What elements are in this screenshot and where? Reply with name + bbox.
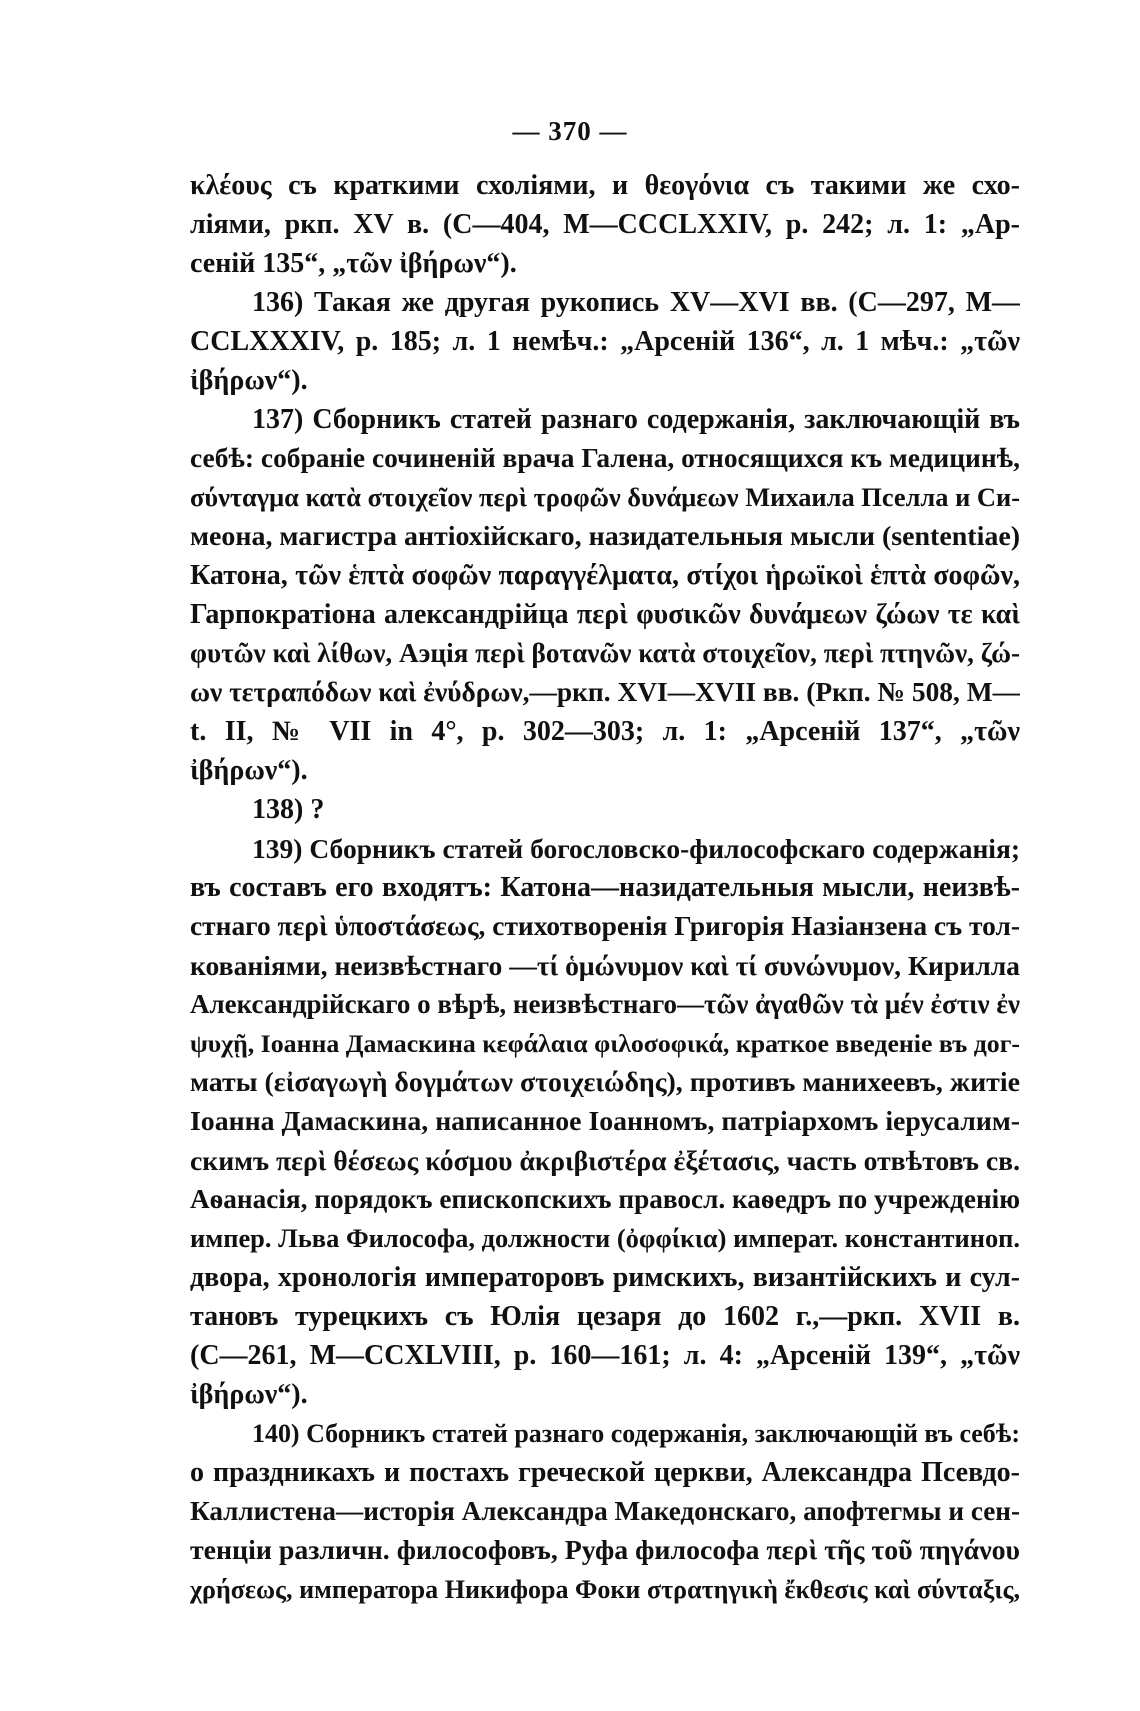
text-line: сеній 135“, „τῶν ἰβήρων“). [190, 248, 517, 279]
text-line: Іоанна Дамаскина, написанное Іоанномъ, патріархомъ іерусалим- [190, 1106, 1020, 1137]
text-line: ліями, ркп. XV в. (С—404, М—CCCLXXIV, р. 242; л. 1: „Ар- [190, 209, 1020, 240]
text-line: о праздникахъ и постахъ греческой церкви, Александра Псевдо- [190, 1457, 1020, 1488]
text-line: ἰβήρων“). [190, 1379, 308, 1410]
text-line: тенціи различн. философовъ, Руфа философа περὶ τῆς τοῦ πηγάνου [190, 1535, 1020, 1566]
text-line: ἰβήρων“). [190, 755, 308, 786]
text-line: стнаго περὶ ὑποστάσεως, стихотворенія Григорія Назіанзена съ тол- [190, 911, 1020, 941]
text-line: κλέους съ краткими схоліями, и θεογόνια съ такими же схо- [190, 170, 1020, 201]
text-body [190, 166, 1020, 1609]
text-line: Гарпократіона александрійца περὶ φυσικῶν δυνάμεων ζώων τε καὶ [190, 599, 1020, 630]
text-line: двора, хронологія императоровъ римскихъ, византійскихъ и сул- [190, 1262, 1020, 1293]
text-line: Аѳанасія, порядокъ епископскихъ правосл. каѳедръ по учрежденію [190, 1184, 1020, 1214]
text-line: ψυχῇ, Іоанна Дамаскина κεφάλαια φιλοσοφικά, краткое введеніе въ дог- [190, 1029, 1020, 1058]
text-line: φυτῶν καὶ λίθων, Аэція περὶ βοτανῶν κατὰ στοιχεῖον, περὶ πτηνῶν, ζώ- [190, 638, 1020, 668]
text-line: скимъ περὶ θέσεως κόσμου ἀκριβιστέρα ἐξέτασις, часть отвѣтовъ св. [190, 1145, 1020, 1176]
text-line: CCLXXXIV, р. 185; л. 1 немѣч.: „Арсеній 136“, л. 1 мѣч.: „τῶν [190, 326, 1020, 357]
text-line: себѣ: собраніе сочиненій врача Галена, относящихся къ медицинѣ, [190, 443, 1020, 473]
text-line: Катона, τῶν ἑπτὰ σοφῶν παραγγέλματα, στίχοι ἡρωϊκοὶ ἑπτὰ σοφῶν, [190, 560, 1020, 591]
text-line: тановъ турецкихъ съ Юлія цезаря до 1602 г.,—ркп. XVII в. [190, 1301, 1020, 1332]
text-line: Александрійскаго о вѣрѣ, неизвѣстнаго—τῶν ἀγαθῶν τὰ μέν ἐστιν ἐν [190, 989, 1020, 1019]
text-line: σύνταγμα κατὰ στοιχεῖον περὶ τροφῶν δυνάμεων Михаила Пселла и Си- [190, 482, 1020, 512]
text-line: меона, магистра антіохійскаго, назидательныя мысли (sententiae) [190, 521, 1020, 552]
text-line: маты (εἰσαγωγὴ δογμάτων στοιχειώδης), противъ манихеевъ, житіе [190, 1067, 1020, 1098]
text-line: кованіями, неизвѣстнаго —τί ὁμώνυμον καὶ τί συνώνυμον, Кирилла [190, 950, 1020, 981]
text-line: ἰβήρων“). [190, 365, 308, 396]
text-line: въ составъ его входятъ: Катона—назидательныя мысли, неизвѣ- [190, 872, 1020, 903]
text-line: импер. Льва Философа, должности (ὀφφίκια) императ. константиноп. [190, 1223, 1020, 1253]
entry-140-line: 140) Сборникъ статей разнаго содержанія, заключающій въ себѣ: [252, 1419, 1020, 1448]
entry-138-line: 138) ? [252, 794, 325, 825]
text-line: χρήσεως, императора Никифора Фоки στρατηγικὴ ἔκθεσις καὶ σύνταξις, [190, 1575, 1020, 1604]
entry-139-line: 139) Сборникъ статей богословско-философскаго содержанія; [252, 833, 1020, 864]
text-line: ων τετραπόδων καὶ ἐνύδρων,—ркп. XVI—XVII вв. (Ркп. № 508, М— [190, 677, 1020, 707]
entry-136-line: 136) Такая же другая рукопись XV—XVI вв. (С—297, М— [252, 287, 1020, 318]
entry-137-line: 137) Сборникъ статей разнаго содержанія, заключающій въ [252, 404, 1020, 435]
text-line: Каллистена—исторія Александра Македонскаго, апофтегмы и сен- [190, 1496, 1020, 1526]
text-line: t. II, № VII in 4°, р. 302—303; л. 1: „Арсеній 137“, „τῶν [190, 716, 1020, 747]
page-number: — 370 — [512, 116, 628, 146]
text-line: (С—261, М—CCXLVIII, р. 160—161; л. 4: „Арсеній 139“, „τῶν [190, 1340, 1020, 1371]
